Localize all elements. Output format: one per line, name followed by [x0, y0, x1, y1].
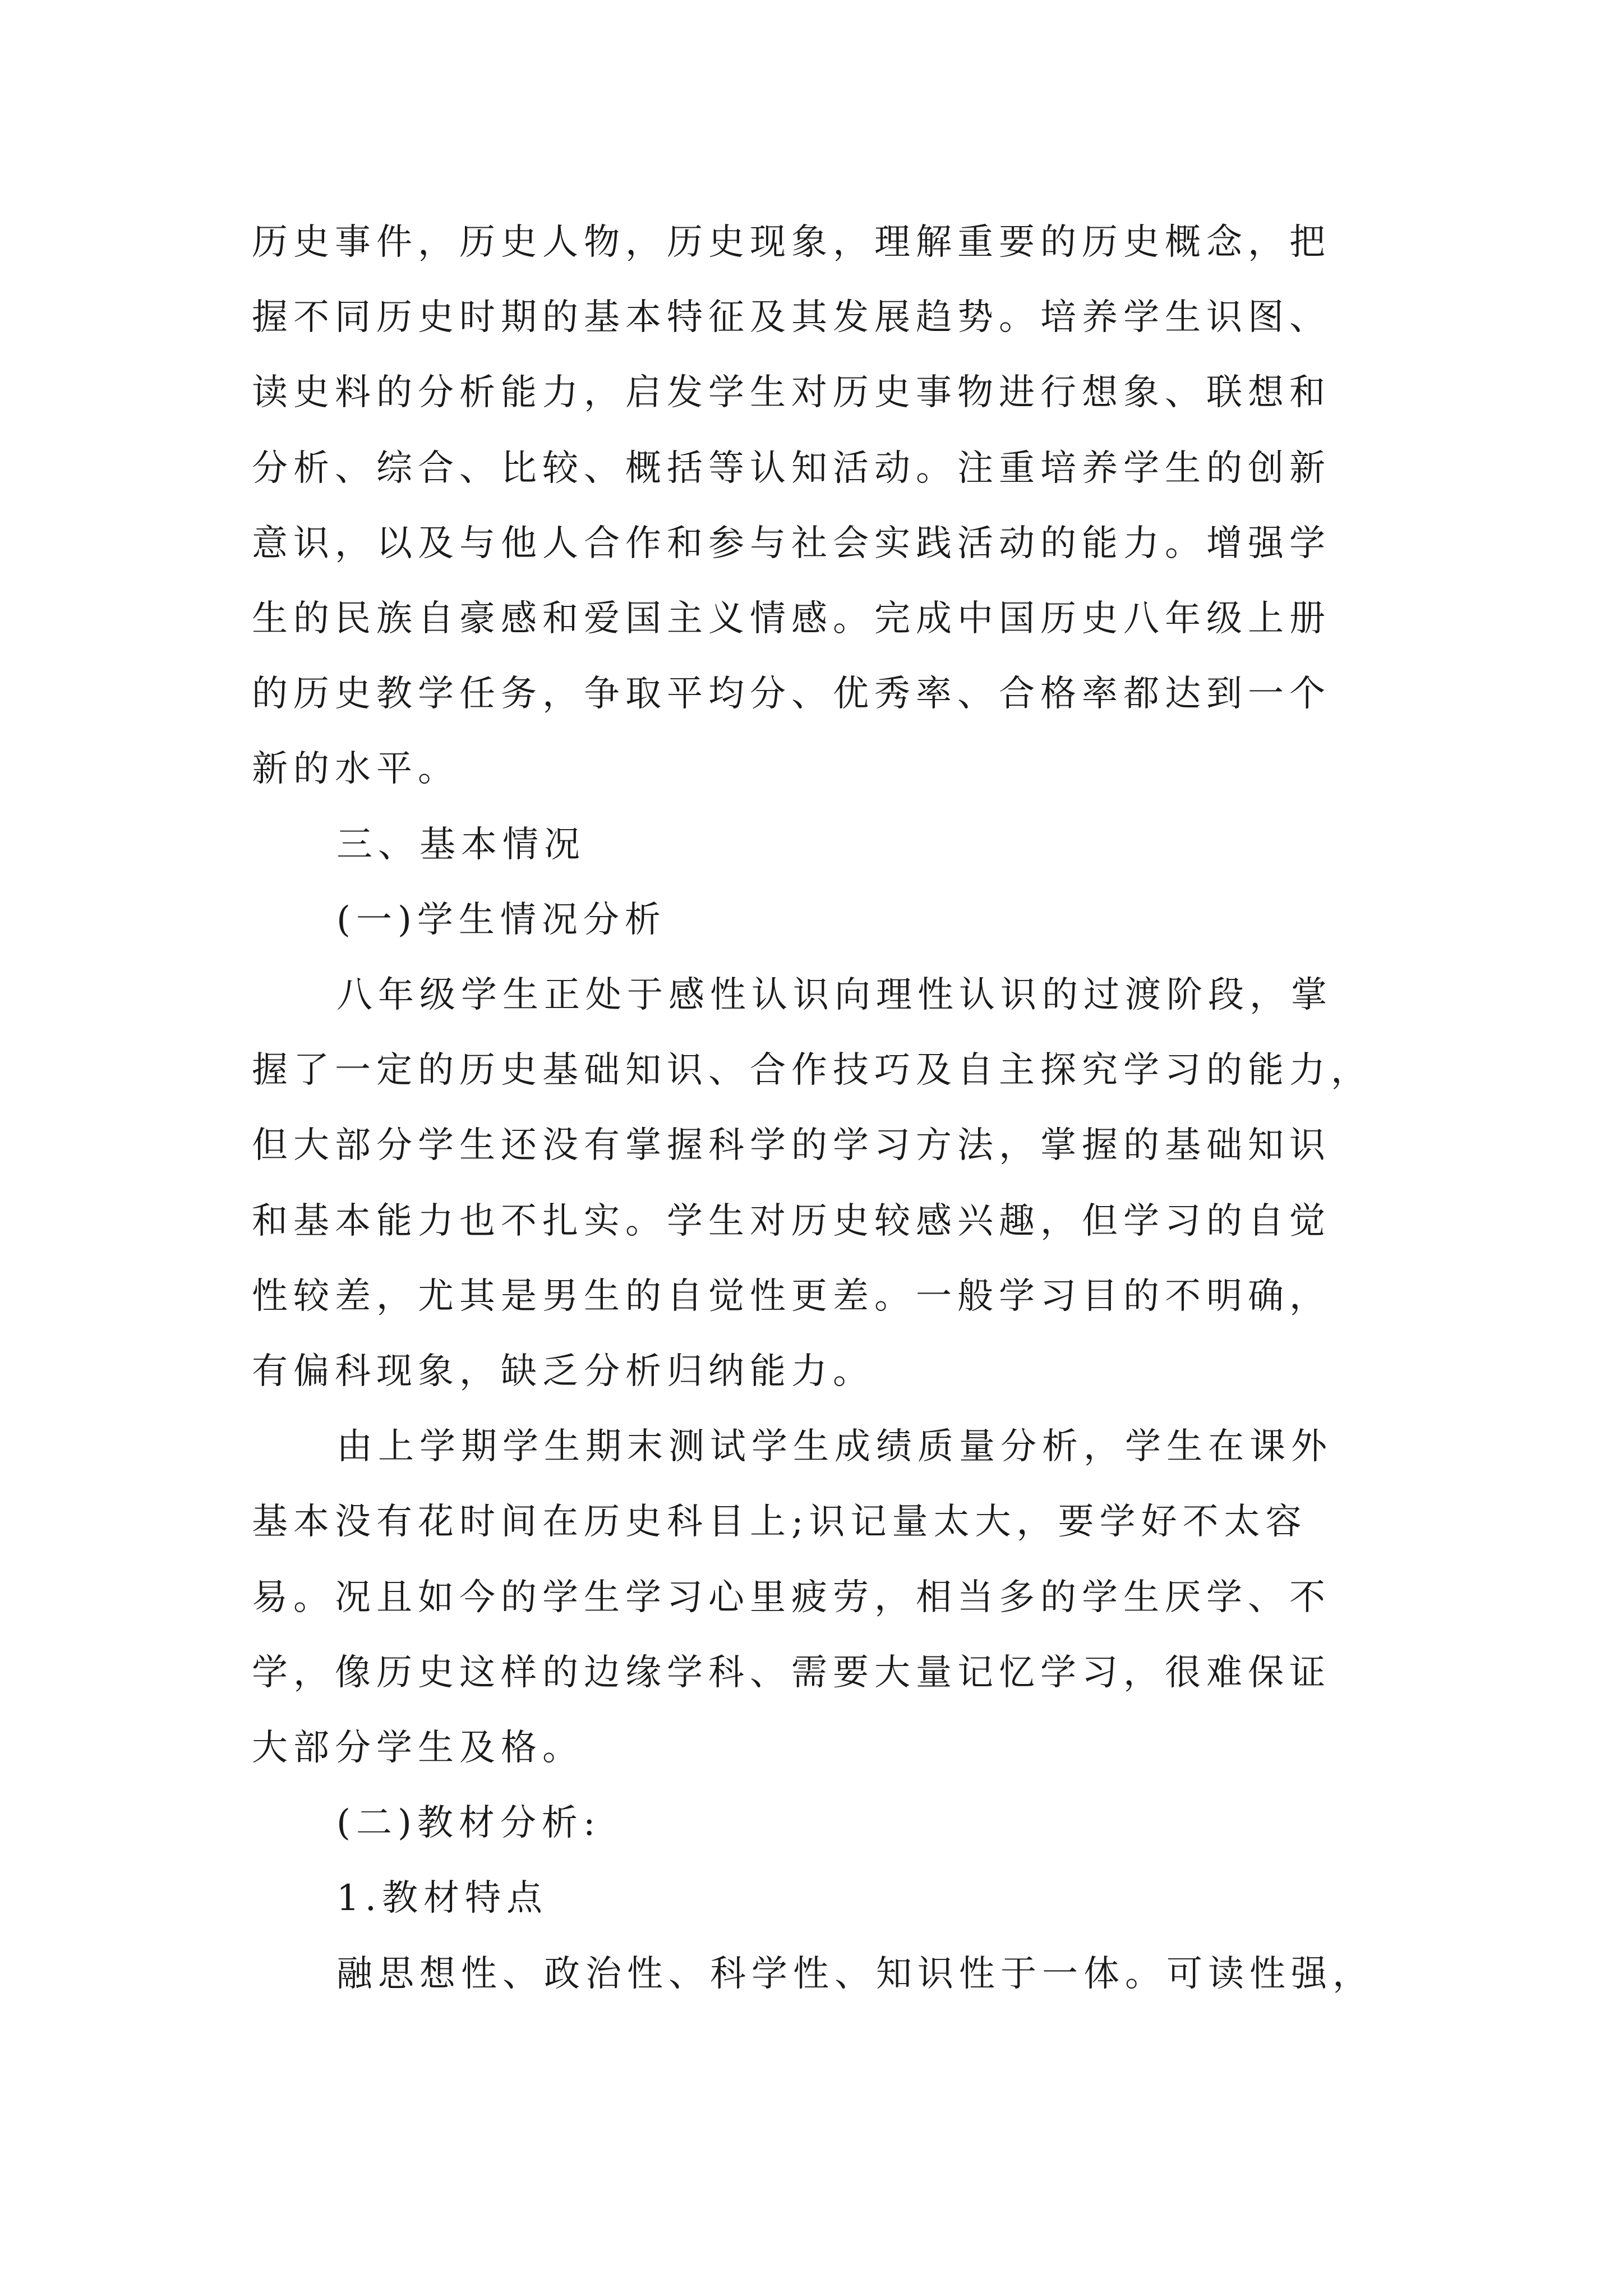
- paragraph-line: 易。况且如今的学生学习心里疲劳，相当多的学生厌学、不: [252, 1577, 1331, 1618]
- paragraph-line: 分析、综合、比较、概括等认知活动。注重培养学生的创新: [252, 448, 1331, 489]
- paragraph-line: 新的水平。: [252, 748, 459, 790]
- paragraph-line: 融思想性、政治性、科学性、知识性于一体。可读性强，: [336, 1953, 1374, 1995]
- paragraph-line: 历史事件，历史人物，历史现象，理解重要的历史概念，把: [252, 222, 1331, 263]
- paragraph-line: 和基本能力也不扎实。学生对历史较感兴趣，但学习的自觉: [252, 1200, 1331, 1242]
- paragraph-line: 由上学期学生期末测试学生成绩质量分析，学生在课外: [336, 1426, 1332, 1467]
- paragraph-line: 握不同历史时期的基本特征及其发展趋势。培养学生识图、: [252, 297, 1331, 338]
- paragraph-line: 学，像历史这样的边缘学科、需要大量记忆学习，很难保证: [252, 1652, 1331, 1694]
- paragraph-line: 的历史教学任务，争取平均分、优秀率、合格率都达到一个: [252, 673, 1331, 715]
- paragraph-line: 有偏科现象，缺乏分析归纳能力。: [252, 1351, 874, 1392]
- paragraph-line: 基本没有花时间在历史科目上;识记量太大，要学好不太容: [252, 1501, 1307, 1543]
- paragraph-line: 八年级学生正处于感性认识向理性认识的过渡阶段，掌: [336, 974, 1332, 1016]
- paragraph-line: 大部分学生及格。: [252, 1727, 584, 1769]
- section-heading: 三、基本情况: [336, 824, 585, 866]
- subsection-heading: 1.教材特点: [336, 1878, 548, 1919]
- paragraph-line: 意识，以及与他人合作和参与社会实践活动的能力。增强学: [252, 523, 1331, 564]
- paragraph-line: 握了一定的历史基础知识、合作技巧及自主探究学习的能力，: [252, 1050, 1372, 1091]
- paragraph-line: 生的民族自豪感和爱国主义情感。完成中国历史八年级上册: [252, 598, 1331, 639]
- paragraph-line: 但大部分学生还没有掌握科学的学习方法，掌握的基础知识: [252, 1125, 1331, 1166]
- paragraph-line: 读史料的分析能力，启发学生对历史事物进行想象、联想和: [252, 372, 1331, 413]
- subsection-heading: (二)教材分析:: [336, 1802, 601, 1844]
- subsection-heading: (一)学生情况分析: [336, 899, 666, 941]
- paragraph-line: 性较差，尤其是男生的自觉性更差。一般学习目的不明确，: [252, 1276, 1331, 1317]
